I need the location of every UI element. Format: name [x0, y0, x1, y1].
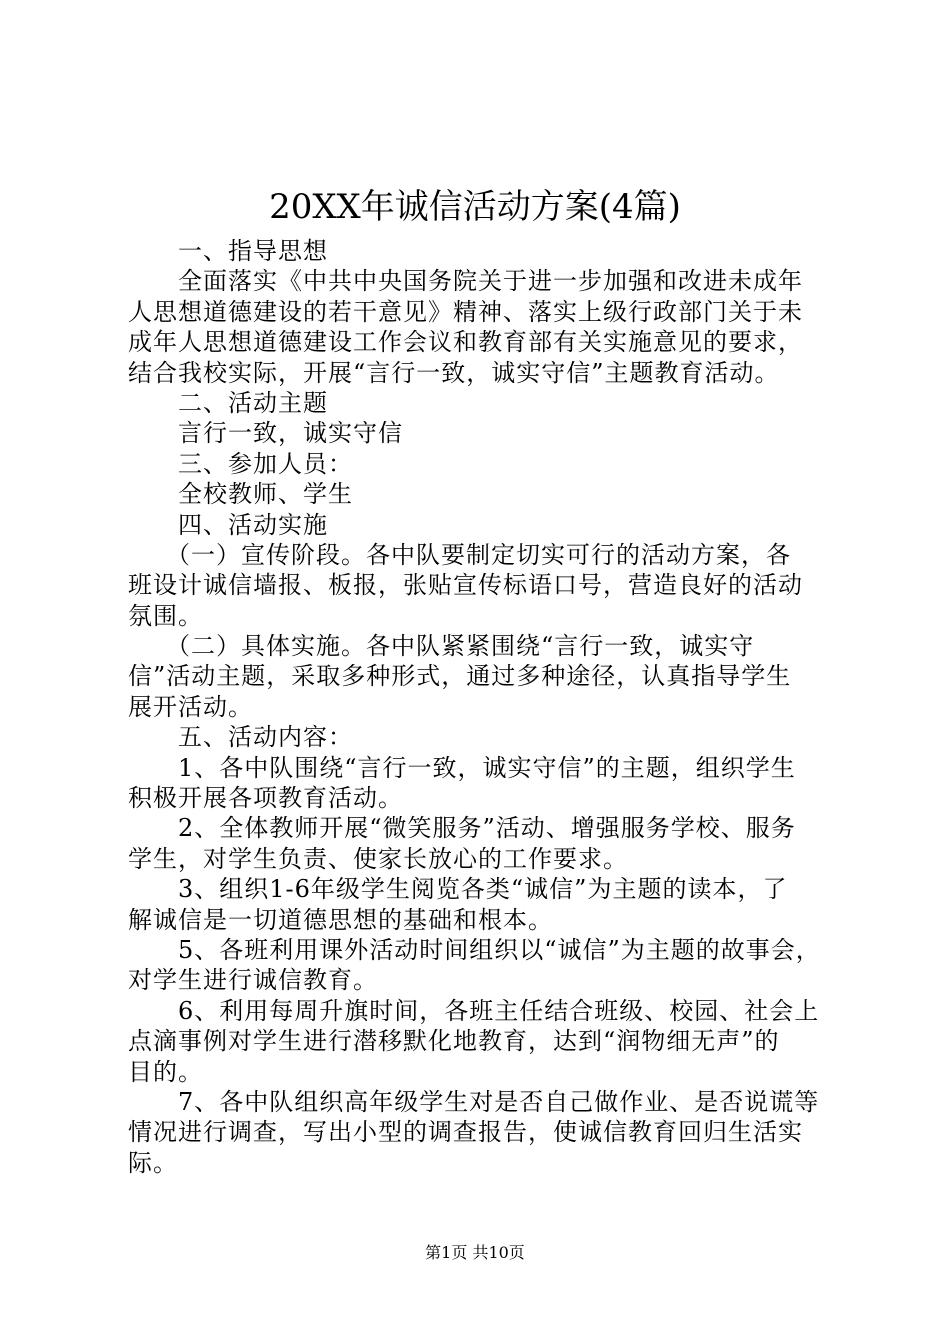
paragraph-line: 展开活动。 [128, 692, 253, 721]
paragraph-line: 言行一致，诚实守信 [128, 419, 403, 448]
paragraph-line: 全面落实《中共中央国务院关于进一步加强和改进未成年 [128, 267, 803, 296]
paragraph-line: 点滴事例对学生进行潜移默化地教育，达到“润物细无声”的 [128, 1027, 780, 1056]
paragraph-line: 解诚信是一切道德思想的基础和根本。 [128, 905, 553, 934]
paragraph-line: 班设计诚信墙报、板报，张贴宣传标语口号，营造良好的活动 [128, 571, 803, 600]
paragraph-line: 对学生进行诚信教育。 [128, 966, 378, 995]
document-body [128, 236, 838, 1178]
page-number-footer: 第1页 共10页 [425, 1243, 525, 1262]
paragraph-line: 积极开展各项教育活动。 [128, 784, 403, 813]
paragraph-line: 6、利用每周升旗时间，各班主任结合班级、校园、社会上 [128, 996, 820, 1025]
paragraph-line: 氛围。 [128, 601, 203, 630]
paragraph-line: 全校教师、学生 [128, 480, 353, 509]
paragraph-line: （一）宣传阶段。各中队要制定切实可行的活动方案，各 [128, 540, 791, 569]
paragraph-line: 结合我校实际，开展“言行一致，诚实守信”主题教育活动。 [128, 358, 780, 387]
paragraph-line: 3、组织1-6年级学生阅览各类“诚信”为主题的读本，了 [128, 875, 788, 904]
heading-implementation: 四、活动实施 [128, 510, 328, 539]
heading-activity-content: 五、活动内容： [128, 723, 353, 752]
paragraph-line: （二）具体实施。各中队紧紧围绕“言行一致，诚实守 [128, 632, 755, 661]
paragraph-line: 目的。 [128, 1057, 203, 1086]
paragraph-line: 际。 [128, 1148, 178, 1177]
heading-guiding-thought: 一、指导思想 [128, 237, 328, 265]
paragraph-line: 7、各中队组织高年级学生对是否自己做作业、是否说谎等 [128, 1087, 820, 1116]
paragraph-line: 情况进行调查，写出小型的调查报告，使诚信教育回归生活实 [128, 1118, 803, 1147]
document-title: 20XX年诚信活动方案(4篇) [269, 187, 681, 227]
paragraph-line: 1、各中队围绕“言行一致，诚实守信”的主题，组织学生 [128, 753, 796, 782]
paragraph-line: 学生，对学生负责、使家长放心的工作要求。 [128, 844, 628, 873]
paragraph-line: 2、全体教师开展“微笑服务”活动、增强服务学校、服务 [128, 814, 796, 843]
paragraph-line: 人思想道德建设的若干意见》精神、落实上级行政部门关于未 [128, 297, 803, 326]
heading-activity-theme: 二、活动主题 [128, 388, 328, 417]
paragraph-line: 5、各班利用课外活动时间组织以“诚信”为主题的故事会， [128, 935, 821, 964]
heading-participants: 三、参加人员： [128, 449, 353, 478]
paragraph-line: 信”活动主题，采取多种形式，通过多种途径，认真指导学生 [128, 662, 792, 691]
paragraph-line: 成年人思想道德建设工作会议和教育部有关实施意见的要求， [128, 328, 803, 357]
